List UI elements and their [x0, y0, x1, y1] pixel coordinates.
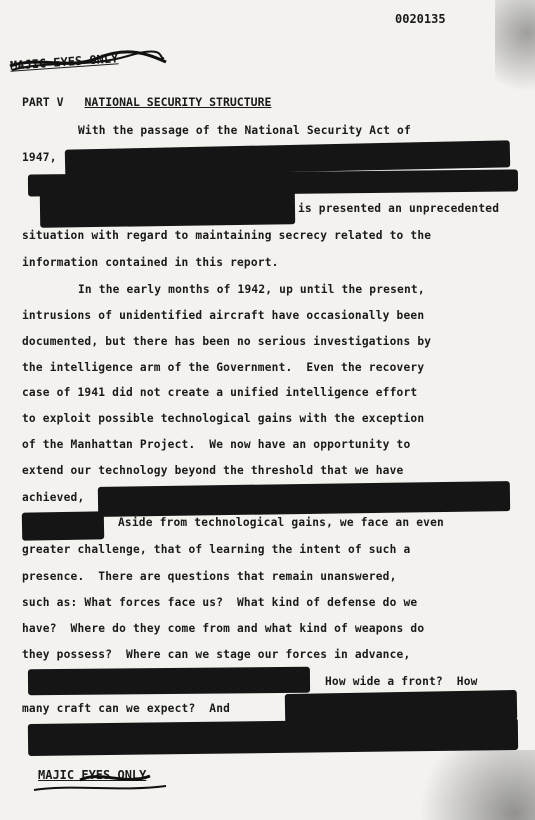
- text-line: they possess? Where can we stage our forces in advance,: [22, 648, 411, 661]
- section-title: NATIONAL SECURITY STRUCTURE: [84, 95, 272, 109]
- part-label: PART V: [22, 95, 64, 109]
- redaction-bar: [28, 667, 310, 695]
- document-number: 0020135: [395, 12, 446, 26]
- section-heading: [22, 95, 271, 109]
- text-line: In the early months of 1942, up until the present,: [78, 283, 425, 296]
- text-line: achieved,: [22, 491, 85, 504]
- text-line: many craft can we expect? And: [22, 702, 231, 715]
- redaction-bar: [98, 481, 510, 517]
- classification-marking-bottom: MAJIC EYES ONLY: [38, 768, 147, 782]
- text-line: How wide a front? How: [325, 675, 478, 688]
- text-line: case of 1941 did not create a unified intelligence effort: [22, 386, 418, 399]
- text-line: With the passage of the National Security Act of: [78, 124, 411, 137]
- scan-noise: [395, 750, 535, 820]
- text-line: Aside from technological gains, we face an even: [118, 516, 444, 529]
- classification-marking-top: MAJIC EYES ONLY: [9, 51, 119, 73]
- text-line: the intelligence arm of the Government. Even the recovery: [22, 361, 425, 374]
- redaction-bar: [22, 511, 104, 540]
- strikeout-scribble: [8, 48, 168, 74]
- text-line: to exploit possible technological gains with the exception: [22, 412, 425, 425]
- strikeout-scribble: [30, 766, 170, 794]
- scan-noise: [495, 0, 535, 110]
- text-line: documented, but there has been no serious investigations by: [22, 335, 432, 348]
- redaction-bar: [40, 190, 295, 228]
- text-line: such as: What forces face us? What kind of defense do we: [22, 596, 418, 609]
- text-line: is presented an unprecedented: [298, 202, 500, 215]
- text-line: intrusions of unidentified aircraft have occasionally been: [22, 309, 425, 322]
- text-line: greater challenge, that of learning the intent of such a: [22, 543, 411, 556]
- text-line: information contained in this report.: [22, 256, 279, 269]
- text-line: have? Where do they come from and what kind of weapons do: [22, 622, 425, 635]
- text-line: of the Manhattan Project. We now have an opportunity to: [22, 438, 411, 451]
- text-line: presence. There are questions that remain unanswered,: [22, 570, 397, 583]
- text-line: 1947,: [22, 151, 57, 164]
- text-line: situation with regard to maintaining secrecy related to the: [22, 229, 432, 242]
- redaction-bar: [28, 718, 518, 756]
- text-line: extend our technology beyond the threshold that we have: [22, 464, 404, 477]
